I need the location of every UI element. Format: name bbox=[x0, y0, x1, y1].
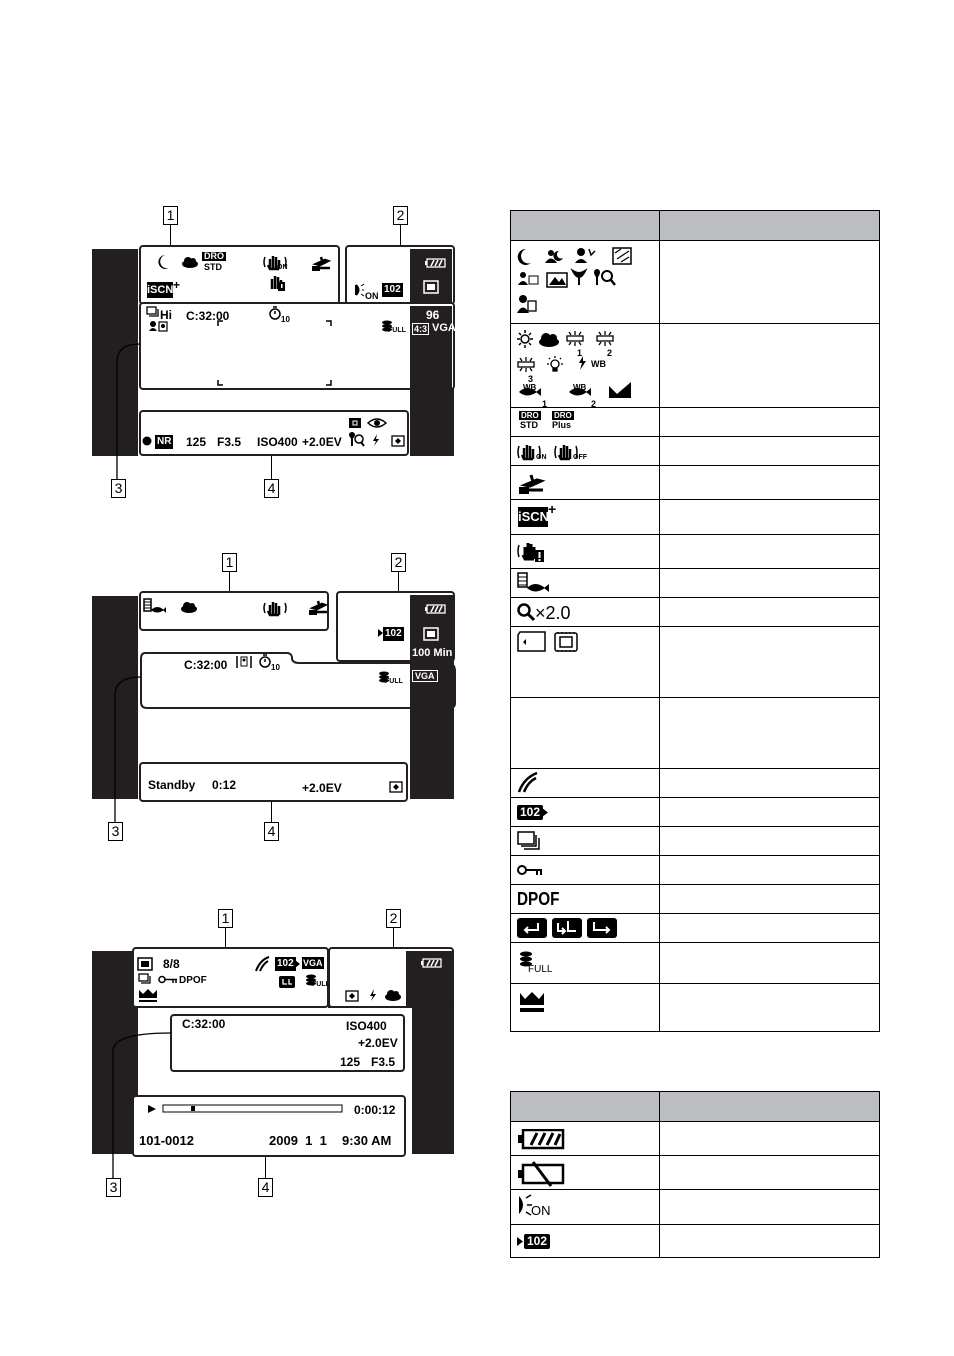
callout-4: 4 bbox=[264, 479, 279, 498]
table-row bbox=[511, 597, 879, 626]
folder-number: 102 bbox=[277, 958, 294, 969]
folder-arrow-icon bbox=[295, 960, 300, 968]
battery-icon bbox=[420, 958, 442, 968]
wb-underwater-num-2: 2 bbox=[591, 399, 597, 409]
cloud-icon bbox=[180, 601, 198, 613]
battery-icon bbox=[424, 604, 446, 614]
dro-plus-label: DRO bbox=[554, 411, 572, 420]
camera-shake-warning-icon bbox=[516, 539, 552, 565]
movie-remaining: 100 Min bbox=[412, 647, 453, 659]
steadyshot-on: ON bbox=[536, 454, 547, 461]
focus-frame-icon bbox=[345, 990, 359, 1002]
table-row bbox=[511, 534, 879, 568]
area-1 bbox=[139, 591, 329, 631]
af-range-frame bbox=[217, 320, 332, 386]
iso: ISO400 bbox=[257, 435, 298, 449]
table-row bbox=[511, 884, 879, 913]
image-size: VGA bbox=[412, 670, 438, 682]
airplane-icon bbox=[310, 254, 332, 272]
metering-mode-icon bbox=[348, 417, 362, 429]
airplane-icon bbox=[307, 598, 329, 616]
callout-3-line bbox=[107, 1031, 173, 1181]
iscn-plus-sign: + bbox=[173, 278, 181, 292]
favorites-icon bbox=[138, 989, 158, 1003]
self-timer-value: 10 bbox=[281, 315, 290, 324]
dro-plus-sub: Plus bbox=[552, 420, 572, 430]
dpof-label: DPOF bbox=[517, 889, 560, 909]
folder-arrow-icon bbox=[542, 808, 548, 817]
underwater-movie-icon bbox=[143, 598, 167, 616]
table-row bbox=[511, 855, 879, 884]
exposure: +2.0EV bbox=[302, 435, 342, 449]
steadyshot-on-label: ON bbox=[277, 264, 288, 271]
indicator-table-1 bbox=[510, 210, 880, 1032]
noise-reduction-icon: NR bbox=[157, 436, 172, 447]
self-timer-icon bbox=[258, 654, 272, 668]
callout-3: 3 bbox=[106, 1178, 121, 1197]
table-row bbox=[511, 942, 879, 983]
cloud-icon bbox=[181, 256, 199, 268]
protect-key-icon bbox=[517, 864, 543, 876]
table-row bbox=[511, 240, 879, 323]
table-header bbox=[511, 211, 879, 240]
internal-memory-icon bbox=[423, 627, 439, 641]
table-row bbox=[511, 797, 879, 826]
focus-frame-icon bbox=[391, 435, 405, 447]
exposure: +2.0EV bbox=[302, 781, 342, 795]
standby-time: 0:12 bbox=[212, 778, 237, 792]
wb-underwater-label-2: WB bbox=[573, 383, 587, 392]
recording-folder: 102 bbox=[524, 1234, 550, 1249]
internal-memory-icon bbox=[423, 280, 439, 294]
cloud-icon bbox=[384, 989, 402, 1001]
aspect-ratio: 4:3 bbox=[414, 324, 428, 334]
callout-1: 1 bbox=[222, 553, 237, 572]
date: 2009 1 1 bbox=[269, 1133, 327, 1148]
table-row bbox=[511, 1189, 879, 1224]
iso: ISO400 bbox=[346, 1019, 387, 1033]
dro-std-label: DRO bbox=[521, 411, 539, 420]
table-row bbox=[511, 626, 879, 697]
folder-arrow-icon bbox=[517, 1237, 523, 1246]
callout-4: 4 bbox=[258, 1178, 273, 1197]
table-header bbox=[511, 1092, 879, 1121]
dro-label: DRO bbox=[204, 251, 224, 261]
dro-std-label: STD bbox=[204, 262, 222, 272]
iscn-plus-icon: iSCN bbox=[518, 507, 548, 527]
database-full-label: FULL bbox=[528, 964, 553, 975]
table-row bbox=[511, 983, 879, 1033]
battery-remaining-icon bbox=[517, 1129, 565, 1151]
callout-2: 2 bbox=[393, 206, 408, 225]
shutter-speed: 125 bbox=[186, 435, 207, 449]
standby-label: Standby bbox=[148, 778, 196, 792]
folder-number: 102 bbox=[384, 284, 401, 295]
table-row bbox=[511, 913, 879, 942]
recording-time: C:32:00 bbox=[184, 658, 228, 672]
internal-memory-icon bbox=[137, 957, 153, 971]
table-row bbox=[511, 499, 879, 534]
steadyshot-warning-icon bbox=[264, 273, 286, 291]
wb-flash-label: WB bbox=[591, 359, 606, 369]
underwater-movie-icon bbox=[517, 572, 553, 596]
moon-icon bbox=[156, 254, 170, 270]
dpof-label: DPOF bbox=[179, 975, 207, 986]
callout-2: 2 bbox=[386, 909, 401, 928]
image-size: VGA bbox=[303, 958, 323, 968]
red-eye-icon bbox=[367, 416, 387, 430]
recording-media-icons bbox=[517, 631, 581, 653]
exposure: +2.0EV bbox=[358, 1036, 398, 1050]
shots-remaining: 96 bbox=[426, 308, 440, 322]
steadyshot-on-icon bbox=[262, 599, 288, 617]
paint-icon bbox=[254, 956, 270, 972]
callout-3: 3 bbox=[111, 479, 126, 498]
af-illuminator-on: ON bbox=[365, 291, 379, 301]
table-row bbox=[511, 568, 879, 597]
battery-empty-icon bbox=[517, 1161, 565, 1187]
wb-fluorescent-2: 2 bbox=[607, 348, 613, 358]
recording-time: C:32:00 bbox=[182, 1017, 226, 1031]
face-framing-icon bbox=[236, 655, 252, 669]
table-row bbox=[511, 768, 879, 797]
zoom-scale: ×2.0 bbox=[535, 603, 571, 623]
protect-key-icon bbox=[158, 975, 178, 984]
table-row bbox=[511, 1155, 879, 1189]
callout-3: 3 bbox=[108, 822, 123, 841]
database-full-label: FULL bbox=[312, 981, 330, 988]
callout-3-line bbox=[109, 675, 143, 825]
memory-full-label: FULL bbox=[385, 678, 403, 685]
table-row bbox=[511, 1121, 879, 1155]
favorites-icon bbox=[519, 992, 545, 1014]
scene-mode-icons bbox=[517, 247, 637, 321]
wb-underwater-num-1: 1 bbox=[542, 399, 548, 409]
af-illuminator-icon bbox=[355, 283, 365, 297]
indicator-table-2 bbox=[510, 1091, 880, 1258]
burst-icon bbox=[146, 306, 160, 318]
image-size: VGA bbox=[432, 322, 456, 334]
burst-hi-label: Hi bbox=[160, 308, 172, 322]
burst-group-icon bbox=[138, 973, 152, 985]
table-row bbox=[511, 323, 879, 407]
callout-3-line bbox=[112, 342, 144, 482]
flash-icon bbox=[368, 988, 378, 1002]
self-timer-value: 10 bbox=[271, 663, 280, 672]
self-timer-icon bbox=[268, 306, 282, 320]
aperture: F3.5 bbox=[371, 1055, 396, 1069]
iscn-plus-icon: iSCN bbox=[147, 284, 174, 296]
macro-zoom-icon bbox=[347, 432, 365, 448]
battery-icon bbox=[424, 258, 446, 268]
time: 9:30 AM bbox=[342, 1133, 392, 1148]
playback-folder: 102 bbox=[517, 805, 543, 820]
focus-frame-icon bbox=[389, 781, 403, 793]
steadyshot-off: OFF bbox=[573, 454, 587, 461]
aperture: F3.5 bbox=[217, 435, 242, 449]
wb-fluorescent-3: 3 bbox=[528, 374, 534, 384]
flash-icon bbox=[371, 433, 381, 447]
file-number: 101-0012 bbox=[139, 1133, 194, 1148]
table-row bbox=[511, 407, 879, 436]
callout-1: 1 bbox=[163, 206, 178, 225]
memory-full-label: FULL bbox=[388, 327, 406, 334]
dro-std-sub: STD bbox=[520, 420, 538, 430]
transition-icons bbox=[516, 917, 618, 939]
shutter-speed: 125 bbox=[340, 1055, 361, 1069]
transition-icon bbox=[278, 975, 296, 989]
iscn-plus-sign: + bbox=[548, 501, 557, 517]
burst-group-icon bbox=[517, 831, 541, 851]
wb-underwater-label-1: WB bbox=[523, 383, 537, 392]
playback-time: 0:00:12 bbox=[354, 1103, 396, 1117]
callout-4: 4 bbox=[264, 822, 279, 841]
table-row bbox=[511, 697, 879, 768]
callout-2: 2 bbox=[391, 553, 406, 572]
callout-1: 1 bbox=[218, 909, 233, 928]
recording-time: C:32:00 bbox=[186, 309, 230, 323]
table-row bbox=[511, 826, 879, 855]
airplane-icon bbox=[517, 472, 547, 496]
folder-number: 102 bbox=[385, 628, 402, 639]
table-row bbox=[511, 465, 879, 499]
wb-fluorescent-1: 1 bbox=[577, 348, 583, 358]
table-row bbox=[511, 1224, 879, 1259]
playback-progress-bar[interactable] bbox=[162, 1104, 343, 1114]
paint-icon bbox=[517, 772, 539, 794]
af-illuminator-on: ON bbox=[531, 1203, 551, 1218]
image-count: 8/8 bbox=[163, 957, 180, 971]
face-detection-icon bbox=[148, 320, 168, 332]
zoom-icon bbox=[517, 603, 535, 622]
table-row bbox=[511, 436, 879, 465]
